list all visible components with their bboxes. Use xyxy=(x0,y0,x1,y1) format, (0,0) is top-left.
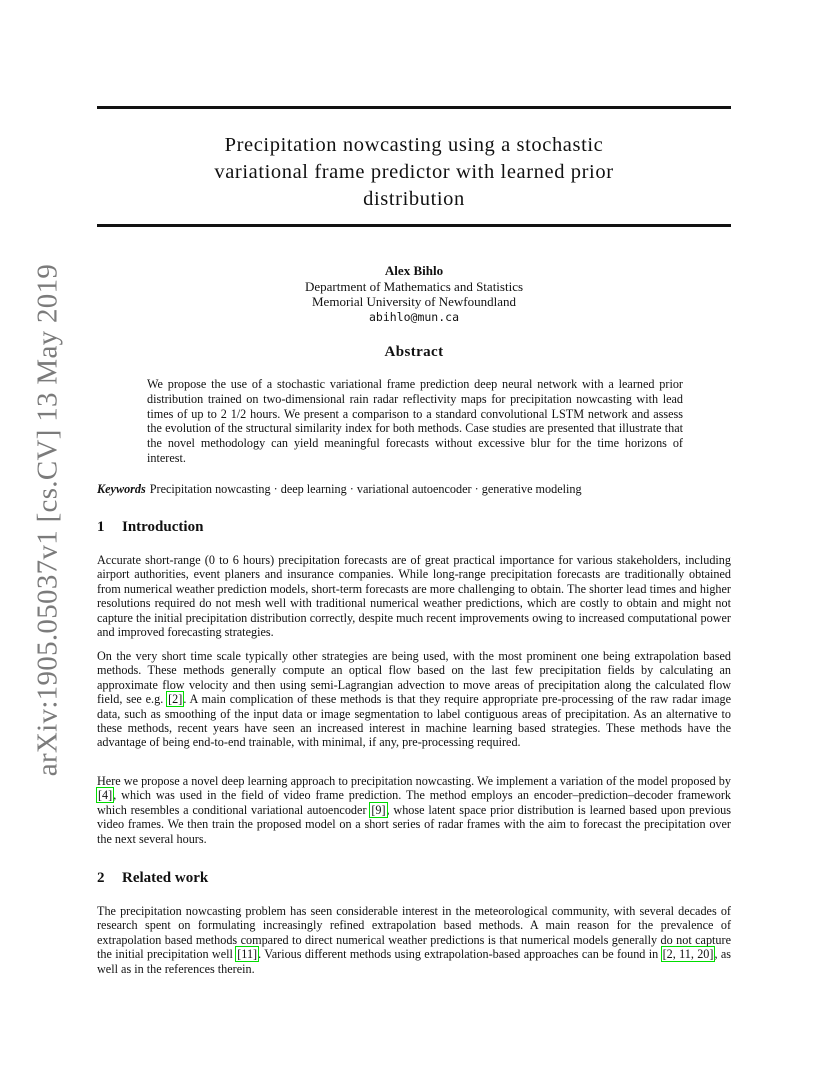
citation-link[interactable]: [4] xyxy=(98,788,113,803)
intro-paragraph-1: Accurate short-range (0 to 6 hours) precipitation forecasts are of great practical importance for various stakeholders, including airport authorities, event planers and insurance companies. While long-range precipitation forecasts are traditionally obtained from numerical weather prediction models, short-term forecasts are more challenging to obtain. The shorter lead times and higher resolutions required do not mesh well with traditional numerical weather predictions, which are costly to obtain and might not capture the initial precipitation distribution correctly, despite much recent improvements owing to increased computational power and improved forecasting strategies. xyxy=(97,553,731,640)
section-heading-related-work xyxy=(97,870,731,887)
author-department: Department of Mathematics and Statistics xyxy=(304,278,524,294)
citation-link[interactable]: [2, 11, 20] xyxy=(662,947,714,962)
paragraph-text: Here we propose a novel deep learning approach to precipitation nowcasting. We implement a variation of the model proposed by xyxy=(97,774,731,788)
section-title: Introduction xyxy=(122,519,204,535)
citation-link[interactable]: [9] xyxy=(371,802,386,817)
paragraph-text: The precipitation nowcasting problem has seen considerable interest in the meteorological community, with several decades of research spent on formulating increasingly refined extrapolation based methods. A main reason for the prevalence of extrapolation based methods compared to direct numerical weather predictions is that numerical models generally do not capture the initial precipitation well xyxy=(97,904,731,962)
abstract-heading xyxy=(97,344,731,361)
related-work-paragraph xyxy=(97,904,731,976)
title-rule-bottom xyxy=(97,224,731,227)
keywords-line xyxy=(97,482,731,497)
intro-paragraph-2 xyxy=(97,649,731,750)
paragraph-text: . A main complication of these methods is that they require appropriate pre-processing of the raw radar image data, such as smoothing of the input data or image segmentation to label contiguous areas of precipitation. As an alternative to these methods, recent years have seen an increased interest in machine learning based strategies. These methods have the advantage of being end-to-end trainable, with minimal, if any, pre-processing required. xyxy=(97,692,731,750)
section-number: 2 xyxy=(97,870,105,886)
paper-title xyxy=(97,132,731,213)
author-block xyxy=(97,263,731,325)
section-number: 1 xyxy=(97,519,105,535)
section-heading-introduction xyxy=(97,519,731,536)
paragraph-text: , whose latent space prior distribution is learned based upon previous video frames. We then train the proposed model on a short series of radar frames with the aim to forecast the precipitation over the next several hours. xyxy=(97,802,732,846)
abstract-text: We propose the use of a stochastic variational frame prediction deep neural network with a learned prior distribution trained on two-dimensional rain radar reflectivity maps for precipitation nowcasting with lead times of up to 2 1/2 hours. We present a comparison to a standard convolutional LSTM network and assess the evolution of the structural similarity index for both methods. Case studies are presented that illustrate that the novel methodology can yield meaningful forecasts without excessive blur for the time horizons of interest. xyxy=(147,377,683,465)
abstract-heading-text: Abstract xyxy=(384,344,444,360)
author-name: Alex Bihlo xyxy=(384,263,444,278)
paragraph-text: . Various different methods using extrapolation-based approaches can be found in xyxy=(258,947,662,962)
keywords-text: Precipitation nowcasting · deep learning · variational autoencoder · generative modeling xyxy=(149,482,582,496)
title-rule-top xyxy=(97,106,731,109)
keywords-label: Keywords xyxy=(97,482,146,496)
author-email[interactable]: abihlo@mun.ca xyxy=(368,309,459,324)
paragraph-text: , as well as in the references therein. xyxy=(97,947,732,976)
citation-link[interactable]: [11] xyxy=(237,947,258,962)
title-line-3: distribution xyxy=(363,188,465,210)
paragraph-text: On the very short time scale typically other strategies are being used, with the most prominent one being extrapolation based methods. These methods generally compute an optical flow based on the last few precipitation fields by calculating an approximate flow velocity and then using semi-Lagrangian advection to move areas of precipitation along the calculated flow field, see e.g. xyxy=(97,649,731,707)
paragraph-text: , which was used in the field of video frame prediction. The method employs an encoder–prediction–decoder framework which resembles a conditional variational autoencoder xyxy=(97,788,731,817)
section-title: Related work xyxy=(122,870,209,886)
arxiv-stamp: arXiv:1905.05037v1 [cs.CV] 13 May 2019 xyxy=(31,263,64,777)
author-university: Memorial University of Newfoundland xyxy=(312,294,516,309)
citation-link[interactable]: [2] xyxy=(168,692,183,707)
title-line-2: variational frame predictor with learned prior xyxy=(214,161,614,183)
title-line-1: Precipitation nowcasting using a stochastic xyxy=(224,134,604,156)
intro-paragraph-3 xyxy=(97,774,731,846)
